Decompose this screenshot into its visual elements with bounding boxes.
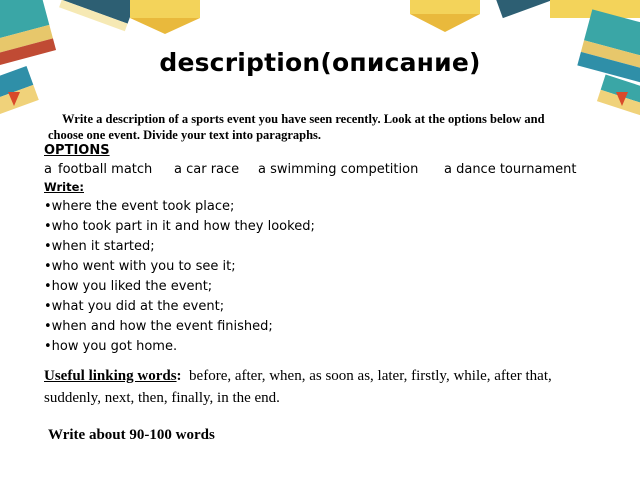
list-item: •how you got home. <box>44 339 178 354</box>
page-title: description(описание) <box>159 48 481 77</box>
task-line-1: Write a description of a sports event you have seen recently. Look at the options below and <box>62 112 545 126</box>
option-car-race: a car race <box>174 162 240 177</box>
option-swimming: a swimming competition <box>258 162 419 177</box>
linking-colon: : <box>176 368 182 384</box>
linking-heading: Useful linking words <box>44 368 177 384</box>
options-list <box>44 162 604 177</box>
word-count-instruction: Write about 90-100 words <box>48 427 215 443</box>
list-item: •who took part in it and how they looked; <box>44 219 315 234</box>
linking-text: before, after, when, as soon as, later, firstly, while, after that, suddenly, next, then, finally, in the end. <box>44 368 552 406</box>
options-prefix: a <box>44 162 52 177</box>
list-item: •when and how the event finished; <box>44 319 273 334</box>
options-heading: OPTIONS <box>44 143 110 158</box>
option-dance: a dance tournament <box>444 162 577 177</box>
write-heading: Write: <box>44 180 84 194</box>
list-item: •when it started; <box>44 239 155 254</box>
list-item: •where the event took place; <box>44 199 235 214</box>
list-item: •what you did at the event; <box>44 299 225 314</box>
task-instructions <box>48 111 608 143</box>
list-item: •who went with you to see it; <box>44 259 236 274</box>
task-line-2: choose one event. Divide your text into paragraphs. <box>48 128 322 142</box>
option-football: football match <box>58 162 153 177</box>
linking-words <box>44 365 604 409</box>
write-points-list <box>44 197 315 357</box>
list-item: •how you liked the event; <box>44 279 213 294</box>
